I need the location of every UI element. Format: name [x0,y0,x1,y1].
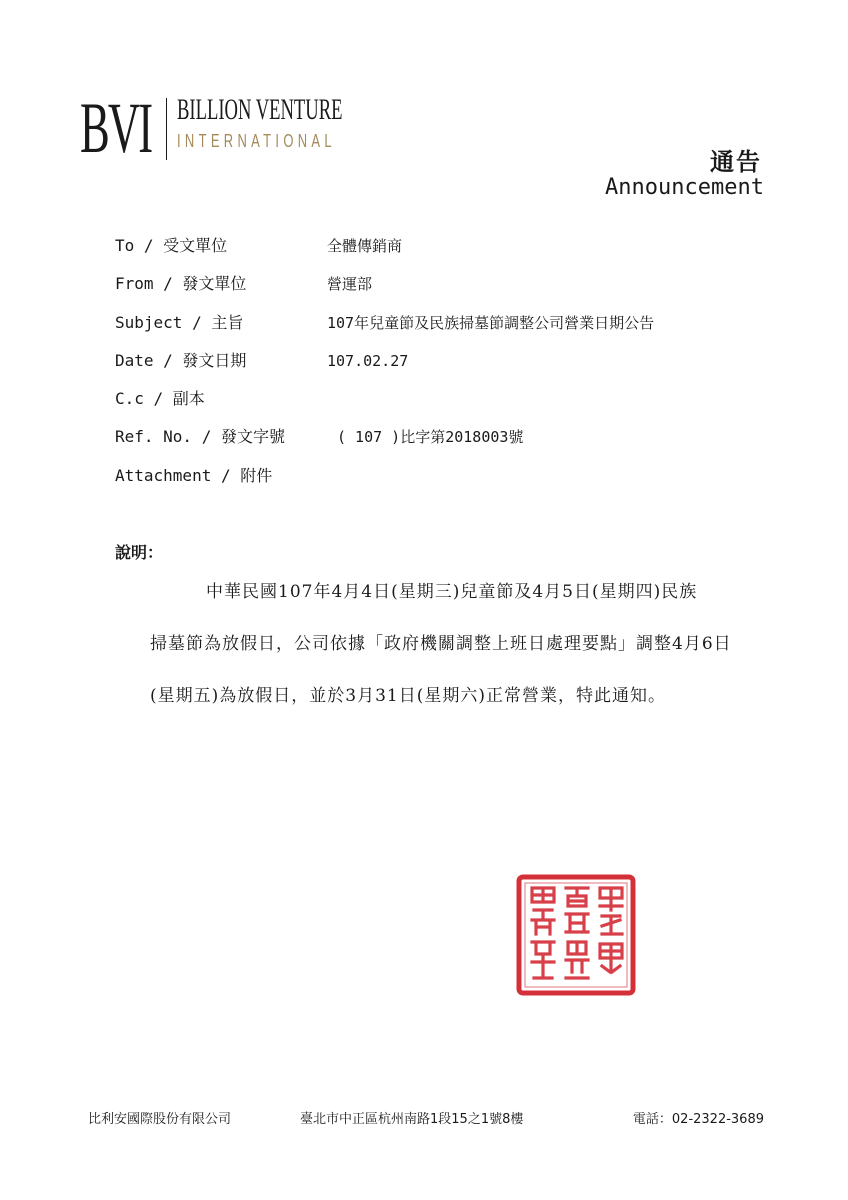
field-value: 營運部 [327,275,373,294]
logo-mark: BVI [80,88,152,168]
field-value: ( 107 )比字第2018003號 [337,428,524,447]
company-seal [516,874,636,996]
field-value: 107年兒童節及民族掃墓節調整公司營業日期公告 [327,313,655,332]
field-row-attachment [115,464,755,502]
field-row-cc [115,387,755,425]
logo-name: BILLION VENTURE [177,93,343,126]
field-label: C.c / 副本 [115,389,205,409]
seal-icon [516,874,636,996]
field-row-from [115,272,755,310]
field-label: From / 發文單位 [115,274,247,294]
field-label: Date / 發文日期 [115,350,247,370]
field-row-to [115,234,755,272]
header-fields [115,234,755,502]
field-value: 全體傳銷商 [327,237,403,255]
field-label: Attachment / 附件 [115,465,273,485]
field-label: Ref. No. / 發文字號 [115,427,285,447]
body-line: 掃墓節為放假日，公司依據「政府機關調整上班日處理要點」調整4月6日 [150,634,732,654]
logo-divider [166,98,167,160]
field-label: To / 受文單位 [115,236,228,255]
body-line: (星期五)為放假日，並於3月31日(星期六)正常營業，特此通知。 [150,686,666,706]
explanation-heading: 說明： [115,543,164,562]
document-title-en: Announcement [605,175,764,200]
explanation-body [150,566,762,722]
field-label: Subject / 主旨 [115,312,244,332]
body-line: 中華民國107年4月4日(星期三)兒童節及4月5日(星期四)民族 [206,582,698,602]
footer-company: 比利安國際股份有限公司 [88,1112,232,1127]
field-row-date [115,349,755,387]
company-logo [80,88,398,168]
logo-subtitle: INTERNATIONAL [177,131,336,151]
field-value: 107.02.27 [327,351,409,370]
document-title-zh: 通告 [710,148,762,176]
logo-text [177,94,398,152]
field-row-ref-no [115,425,755,463]
footer-phone: 電話：02-2322-3689 [632,1112,764,1127]
footer-address: 臺北市中正區杭州南路1段15之1號8樓 [300,1112,524,1127]
field-row-subject [115,311,755,349]
